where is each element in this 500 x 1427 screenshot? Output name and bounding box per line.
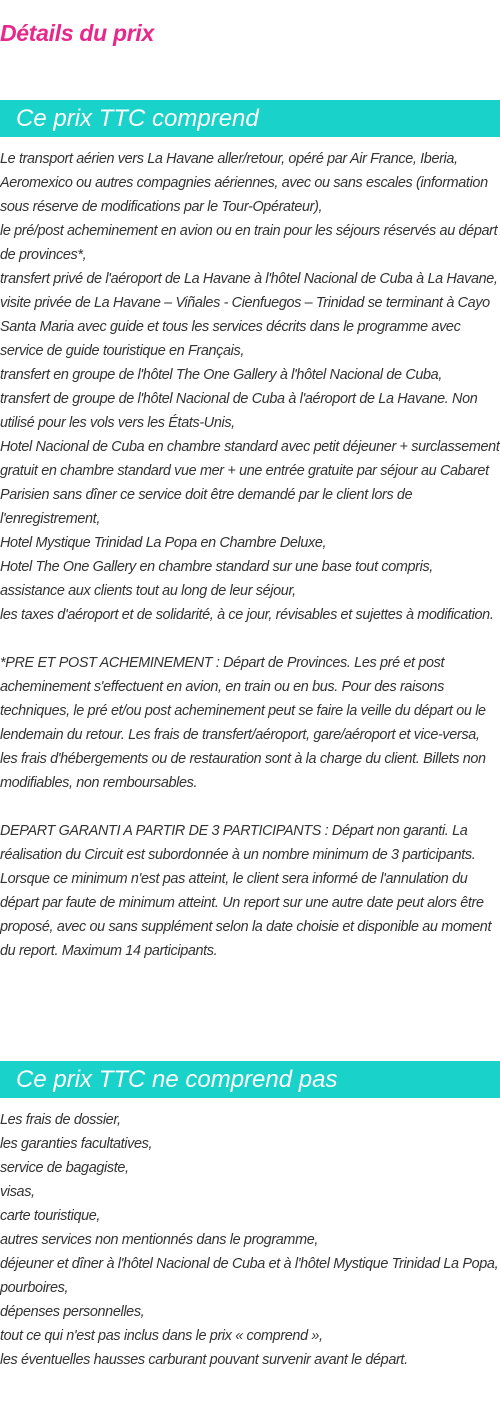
included-section-header: Ce prix TTC comprend [0, 100, 500, 137]
included-item: le pré/post acheminement en avion ou en train pour les séjours réservés au départ de provinces*, [0, 223, 498, 263]
included-item: visite privée de La Havane – Viñales - Cienfuegos – Trinidad se terminant à Cayo Santa Maria avec guide et tous les services décrits dans le programme avec service de guide touristique en Français, [0, 295, 490, 359]
excluded-item: Les frais de dossier, [0, 1112, 121, 1128]
included-item: Hotel Mystique Trinidad La Popa en Chambre Deluxe, [0, 535, 327, 551]
excluded-item: les éventuelles hausses carburant pouvant survenir avant le départ. [0, 1352, 408, 1368]
included-item: assistance aux clients tout au long de leur séjour, [0, 583, 296, 599]
pre-post-acheminement-note: *PRE ET POST ACHEMINEMENT : Départ de Provinces. Les pré et post acheminement s'effectuent en avion, en train ou en bus. Pour des raisons techniques, le pré et/ou post acheminement peut se faire la veille du départ ou le lendemain du retour. Les frais de transfert/aéroport, gare/aéroport et vice-versa, les frais d'hébergements ou de restauration sont à la charge du client. Billets non modifiables, non remboursables. [0, 655, 486, 791]
paragraph-spacer [0, 627, 500, 651]
depart-garanti-note: DEPART GARANTI A PARTIR DE 3 PARTICIPANTS : Départ non garanti. La réalisation du Circuit est subordonnée à un nombre minimum de 3 participants. Lorsque ce minimum n'est pas atteint, le client sera informé de l'annulation du départ par faute de minimum atteint. Un report sur une autre date peut alors être proposé, avec ou sans supplément selon la date choisie et disponible au moment du report. Maximum 14 participants. [0, 823, 492, 959]
paragraph-spacer [0, 795, 500, 819]
excluded-item: tout ce qui n'est pas inclus dans le prix « comprend », [0, 1328, 323, 1344]
included-item: Hotel The One Gallery en chambre standard sur une base tout compris, [0, 559, 433, 575]
excluded-item: déjeuner et dîner à l'hôtel Nacional de Cuba et à l'hôtel Mystique Trinidad La Popa, [0, 1256, 499, 1272]
included-item: Hotel Nacional de Cuba en chambre standard avec petit déjeuner + surclassement gratuit en chambre standard vue mer + une entrée gratuite par séjour au Cabaret Parisien sans dîner ce service doit être demandé par le client lors de l'enregistrement, [0, 439, 500, 527]
excluded-section-body [0, 1108, 500, 1372]
included-item: les taxes d'aéroport et de solidarité, à ce jour, révisables et sujettes à modification. [0, 607, 494, 623]
included-item: transfert privé de l'aéroport de La Havane à l'hôtel Nacional de Cuba à La Havane, [0, 271, 498, 287]
excluded-item: les garanties facultatives, [0, 1136, 153, 1152]
excluded-item: service de bagagiste, [0, 1160, 129, 1176]
excluded-item: dépenses personnelles, [0, 1304, 145, 1320]
included-item: transfert de groupe de l'hôtel Nacional de Cuba à l'aéroport de La Havane. Non utilisé pour les vols vers les États-Unis, [0, 391, 478, 431]
page-title: Détails du prix [0, 20, 154, 46]
excluded-item: autres services non mentionnés dans le programme, [0, 1232, 319, 1248]
included-item: Le transport aérien vers La Havane aller/retour, opéré par Air France, Iberia, Aeromexico ou autres compagnies aériennes, avec ou sans escales (information sous réserve de modifications par le Tour-Opérateur), [0, 151, 488, 215]
included-item: transfert en groupe de l'hôtel The One Gallery à l'hôtel Nacional de Cuba, [0, 367, 442, 383]
excluded-item: carte touristique, [0, 1208, 101, 1224]
included-section-body [0, 147, 500, 963]
excluded-section-header: Ce prix TTC ne comprend pas [0, 1061, 500, 1098]
excluded-item: visas, [0, 1184, 35, 1200]
excluded-item: pourboires, [0, 1280, 69, 1296]
